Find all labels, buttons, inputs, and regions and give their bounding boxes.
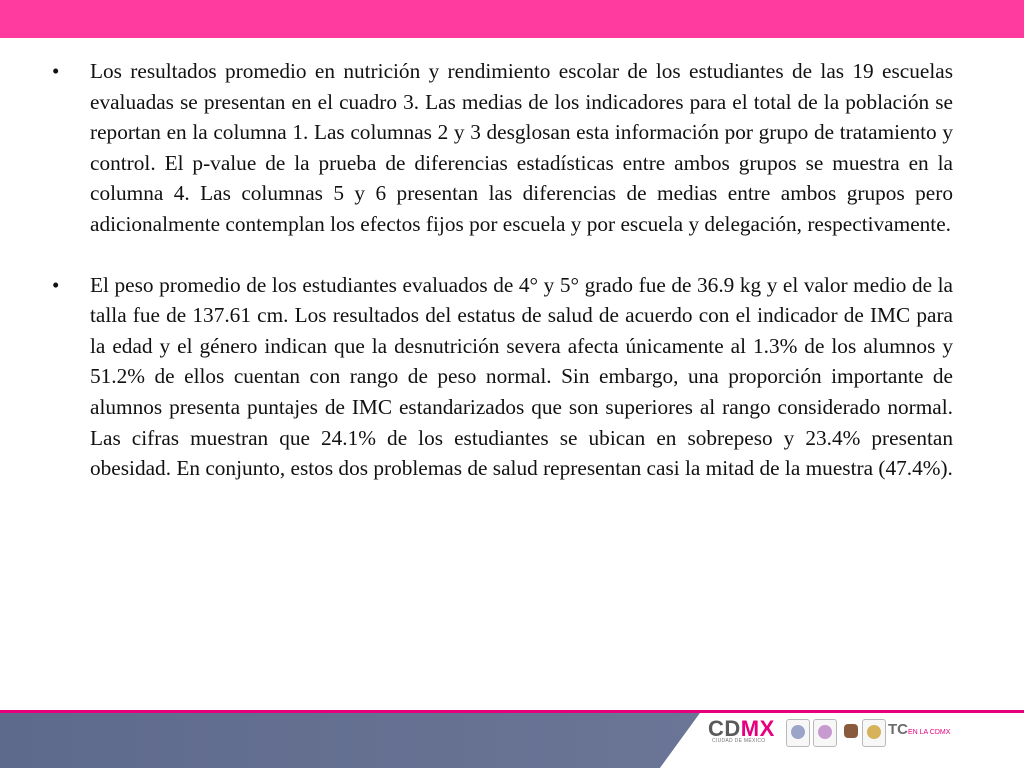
bullet-text: El peso promedio de los estudiantes evaluados de 4° y 5° grado fue de 36.9 kg y el valor medio de la talla fue de 137.61 cm. Los resultados del estatus de salud de acuerdo con el indicador de IMC para la edad y el género indican que la desnutrición severa afecta únicamente al 1.3% de los alumnos y 51.2% de ellos cuentan con rango de peso normal. Sin embargo, una proporción importante de alumnos presenta puntajes de IMC estandarizados que son superiores al rango considerado normal. Las cifras muestran que 24.1% de los estudiantes se ubican en sobrepeso y 23.4% presentan obesidad. En conjunto, estos dos problemas de salud representan casi la mitad de la muestra (47.4%). [90,272,953,481]
tc-logo-text: TC [888,721,908,738]
cdmx-logo-cd: CD [708,716,741,741]
slide-content [48,56,953,514]
top-accent-bar [0,0,1024,38]
emblem-icon [840,719,862,745]
bullet-item-weight [48,270,953,484]
shield-icon [862,719,886,747]
bullet-marker: • [52,59,60,83]
crest-icon [813,719,837,747]
cdmx-subtitle: CIUDAD DE MÉXICO [712,738,766,744]
cdmx-logo-mx: MX [740,716,775,741]
seal-icon [786,719,810,747]
tc-logo [888,721,950,738]
bullet-marker: • [52,272,60,297]
bullet-text: Los resultados promedio en nutrición y rendimiento escolar de los estudiantes de las 19 escuelas evaluadas se presentan en el cuadro 3. Las medias de los indicadores para el total de la población se reportan en la columna 1. Las columnas 2 y 3 desglosan esta información por grupo de tratamiento y control. El p-value de la prueba de diferencias estadísticas entre ambos grupos se muestra en la columna 4. Las columnas 5 y 6 presentan las diferencias de medias entre ambos grupos pero adicionalmente contemplan los efectos fijos por escuela y por escuela y delegación, respectivamente. [90,59,953,236]
bullet-item-results [48,56,953,240]
tc-logo-small: EN LA CDMX [908,729,951,736]
